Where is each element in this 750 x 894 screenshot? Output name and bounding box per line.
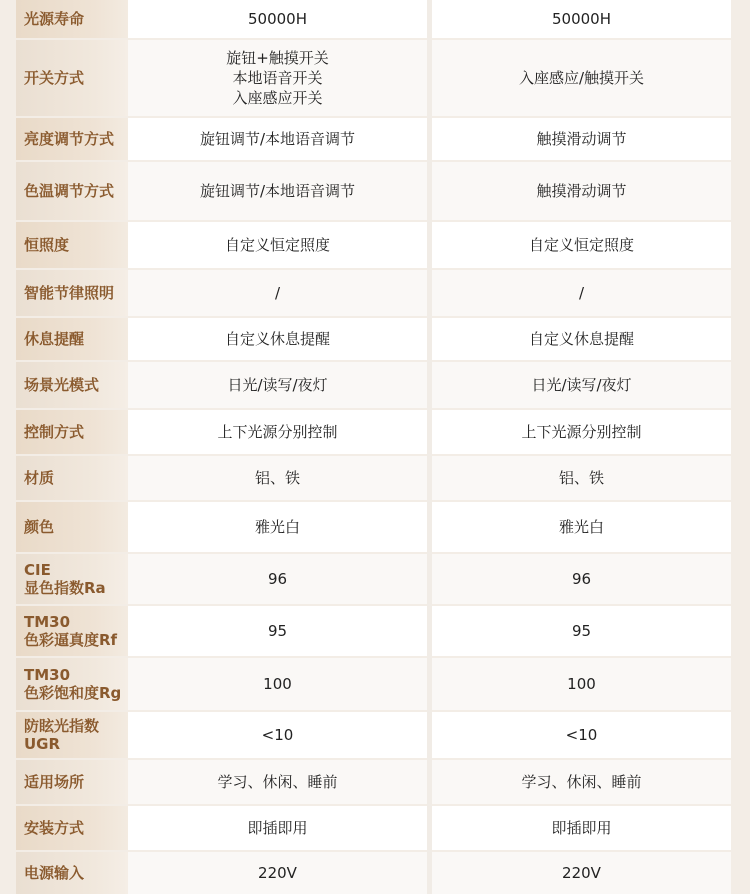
row-label-text: 控制方式	[24, 423, 85, 441]
model-b-value	[432, 0, 731, 38]
model-a-value-text: 旋钮+触摸开关	[226, 49, 329, 67]
model-b-value-text: 上下光源分别控制	[521, 423, 642, 441]
row-label-text: CIE	[24, 561, 51, 579]
model-b-value	[432, 760, 731, 804]
row-label	[16, 852, 128, 894]
model-b-value-text: 日光/读写/夜灯	[531, 376, 632, 394]
row-label-text: 色温调节方式	[24, 182, 115, 200]
model-a-value-text: 学习、休闲、睡前	[217, 773, 338, 791]
model-a-value	[128, 606, 427, 656]
table-row	[0, 456, 750, 500]
row-label-text: 光源寿命	[24, 10, 85, 28]
table-row	[0, 806, 750, 850]
model-a-value-text: 100	[263, 675, 292, 693]
model-a-value-text: 95	[267, 622, 288, 640]
model-a-value-text: 220V	[258, 864, 297, 882]
model-a-value-text: 雅光白	[254, 518, 300, 536]
model-a-value	[128, 270, 427, 316]
table-row	[0, 606, 750, 656]
row-label-text: TM30	[24, 666, 71, 684]
model-b-value	[432, 270, 731, 316]
model-b-value-text: 自定义休息提醒	[528, 330, 634, 348]
table-row	[0, 318, 750, 360]
model-b-value	[432, 712, 731, 758]
model-a-value	[128, 806, 427, 850]
model-a-value-text: 旋钮调节/本地语音调节	[199, 130, 356, 148]
model-a-value-text: 自定义休息提醒	[224, 330, 330, 348]
table-row	[0, 554, 750, 604]
row-label-text: 防眩光指数	[24, 717, 100, 735]
table-row	[0, 852, 750, 894]
model-a-value	[128, 118, 427, 160]
model-a-value	[128, 658, 427, 710]
model-a-value	[128, 40, 427, 116]
table-row	[0, 712, 750, 758]
row-label-text: 亮度调节方式	[24, 130, 115, 148]
model-b-value	[432, 40, 731, 116]
model-b-value	[432, 118, 731, 160]
row-label	[16, 760, 128, 804]
model-b-value	[432, 410, 731, 454]
model-b-value-text: 铝、铁	[558, 469, 604, 487]
model-a-value	[128, 554, 427, 604]
row-label	[16, 410, 128, 454]
model-b-value-text: 触摸滑动调节	[536, 182, 627, 200]
row-label	[16, 118, 128, 160]
row-label-text: 开关方式	[24, 69, 85, 87]
model-b-value-text: 触摸滑动调节	[536, 130, 627, 148]
row-label-text: 适用场所	[24, 773, 85, 791]
model-b-value	[432, 456, 731, 500]
row-label	[16, 0, 128, 38]
model-a-value-text: 96	[267, 570, 288, 588]
model-b-value	[432, 606, 731, 656]
model-b-value-text: 96	[571, 570, 592, 588]
model-a-value	[128, 712, 427, 758]
model-a-value	[128, 318, 427, 360]
row-label	[16, 222, 128, 268]
model-a-value	[128, 162, 427, 220]
model-a-value-text: 上下光源分别控制	[217, 423, 338, 441]
model-a-value-text: 入座感应开关	[232, 89, 323, 107]
model-b-value-text: 95	[571, 622, 592, 640]
model-b-value	[432, 658, 731, 710]
row-label	[16, 162, 128, 220]
model-a-value-text: 铝、铁	[254, 469, 300, 487]
row-label-text: 材质	[24, 469, 55, 487]
model-a-value-text: <10	[261, 726, 294, 744]
model-a-value-text: 旋钮调节/本地语音调节	[199, 182, 356, 200]
model-a-value-text: 即插即用	[247, 819, 308, 837]
row-label-text: UGR	[24, 735, 61, 753]
model-b-value-text: 50000H	[552, 10, 611, 28]
table-row	[0, 0, 750, 38]
row-label	[16, 712, 128, 758]
row-label	[16, 658, 128, 710]
model-b-value-text: /	[578, 284, 585, 302]
row-label	[16, 806, 128, 850]
model-a-value-text: 本地语音开关	[232, 69, 323, 87]
model-b-value-text: 入座感应/触摸开关	[518, 69, 645, 87]
table-row	[0, 40, 750, 116]
model-a-value	[128, 410, 427, 454]
table-row	[0, 502, 750, 552]
row-label-text: 色彩逼真度Rf	[24, 631, 118, 649]
model-a-value	[128, 222, 427, 268]
row-label	[16, 270, 128, 316]
table-row	[0, 162, 750, 220]
model-a-value	[128, 502, 427, 552]
model-b-value	[432, 162, 731, 220]
row-label-text: 安装方式	[24, 819, 85, 837]
row-label	[16, 606, 128, 656]
row-label-text: 颜色	[24, 518, 55, 536]
model-b-value	[432, 318, 731, 360]
table-row	[0, 760, 750, 804]
row-label	[16, 502, 128, 552]
row-label-text: 场景光模式	[24, 376, 100, 394]
model-a-value	[128, 0, 427, 38]
row-label-text: 恒照度	[24, 236, 70, 254]
model-a-value-text: 日光/读写/夜灯	[227, 376, 328, 394]
table-row	[0, 270, 750, 316]
model-b-value-text: 即插即用	[551, 819, 612, 837]
model-b-value-text: 雅光白	[558, 518, 604, 536]
model-b-value	[432, 852, 731, 894]
model-b-value	[432, 806, 731, 850]
row-label	[16, 40, 128, 116]
model-a-value-text: 自定义恒定照度	[224, 236, 330, 254]
model-b-value-text: 220V	[562, 864, 601, 882]
model-a-value-text: /	[274, 284, 281, 302]
model-b-value-text: <10	[565, 726, 598, 744]
table-row	[0, 658, 750, 710]
row-label-text: 智能节律照明	[24, 284, 115, 302]
model-a-value	[128, 760, 427, 804]
row-label	[16, 554, 128, 604]
row-label-text: 色彩饱和度Rg	[24, 684, 122, 702]
row-label-text: 电源输入	[24, 864, 85, 882]
model-b-value-text: 自定义恒定照度	[528, 236, 634, 254]
table-row	[0, 118, 750, 160]
model-b-value	[432, 502, 731, 552]
table-row	[0, 410, 750, 454]
table-row	[0, 362, 750, 408]
model-b-value	[432, 222, 731, 268]
model-b-value	[432, 554, 731, 604]
model-b-value-text: 学习、休闲、睡前	[521, 773, 642, 791]
table-row	[0, 222, 750, 268]
row-label-text: 显色指数Ra	[24, 579, 106, 597]
row-label-text: 休息提醒	[24, 330, 85, 348]
row-label	[16, 362, 128, 408]
model-a-value	[128, 456, 427, 500]
model-a-value	[128, 362, 427, 408]
model-b-value	[432, 362, 731, 408]
model-b-value-text: 100	[567, 675, 596, 693]
row-label	[16, 456, 128, 500]
row-label	[16, 318, 128, 360]
row-label-text: TM30	[24, 613, 71, 631]
model-a-value-text: 50000H	[248, 10, 307, 28]
model-a-value	[128, 852, 427, 894]
